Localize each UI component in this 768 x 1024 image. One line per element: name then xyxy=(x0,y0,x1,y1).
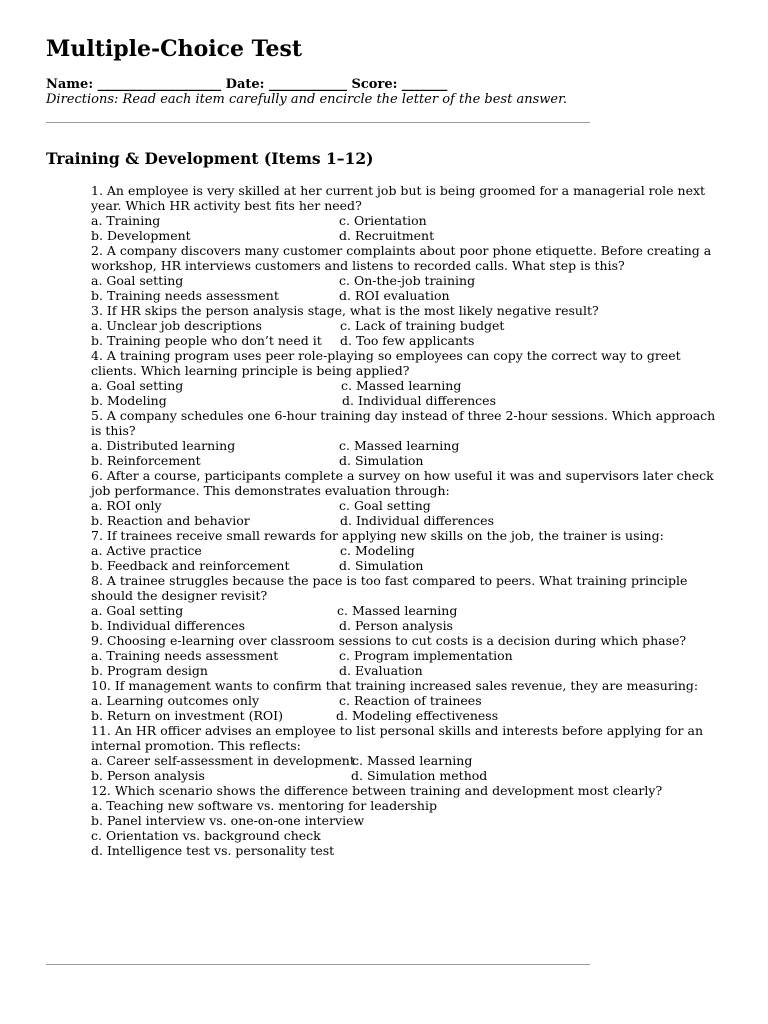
question-stem: 3. If HR skips the person analysis stage, what is the most likely negative result? xyxy=(91,303,599,318)
question-stem: 4. A training program uses peer role-playing so employees can copy the correct way to greet clients. Which learning principle is being applied? xyxy=(91,348,681,378)
option-c[interactable]: c. Goal setting xyxy=(339,498,431,513)
question-stem: 9. Choosing e-learning over classroom sessions to cut costs is a decision during which phase? xyxy=(91,633,687,648)
question-list xyxy=(91,183,723,858)
option-b[interactable]: b. Individual differences xyxy=(91,618,245,633)
question-stem: 10. If management wants to confirm that training increased sales revenue, they are measuring: xyxy=(91,678,699,693)
question-item xyxy=(91,468,723,528)
question-stem: 1. An employee is very skilled at her current job but is being groomed for a managerial role next year. Which HR activity best fits her need? xyxy=(91,183,706,213)
question-stem: 2. A company discovers many customer complaints about poor phone etiquette. Before creating a workshop, HR interviews customers and listens to recorded calls. What step is this? xyxy=(91,243,712,273)
option-row xyxy=(91,663,723,678)
option-row xyxy=(91,213,723,228)
option-b[interactable]: b. Modeling xyxy=(91,393,167,408)
option-a[interactable]: a. Teaching new software vs. mentoring for leadership xyxy=(91,798,437,813)
option-row xyxy=(91,333,723,348)
option-row xyxy=(91,543,723,558)
option-row xyxy=(91,228,723,243)
option-row xyxy=(91,648,723,663)
option-d[interactable]: d. Too few applicants xyxy=(340,333,475,348)
option-a[interactable]: a. Training xyxy=(91,213,161,228)
option-b[interactable]: b. Development xyxy=(91,228,191,243)
option-row xyxy=(91,768,723,783)
question-stem: 8. A trainee struggles because the pace is too fast compared to peers. What training principle should the designer revisit? xyxy=(91,573,688,603)
option-d[interactable]: d. ROI evaluation xyxy=(339,288,450,303)
question-item xyxy=(91,528,723,573)
option-row xyxy=(91,318,723,333)
question-item xyxy=(91,408,723,468)
option-row xyxy=(91,288,723,303)
question-item xyxy=(91,348,723,408)
option-b[interactable]: b. Training people who don’t need it xyxy=(91,333,322,348)
question-stem: 7. If trainees receive small rewards for applying new skills on the job, the trainer is using: xyxy=(91,528,664,543)
test-title: Multiple-Choice Test xyxy=(46,36,303,62)
question-item xyxy=(91,723,723,783)
option-c[interactable]: c. Orientation xyxy=(339,213,427,228)
option-a[interactable]: a. Unclear job descriptions xyxy=(91,318,262,333)
option-c[interactable]: c. Lack of training budget xyxy=(340,318,505,333)
question-item xyxy=(91,243,723,303)
question-item xyxy=(91,783,723,858)
option-row xyxy=(91,378,723,393)
question-item xyxy=(91,303,723,348)
option-b[interactable]: b. Training needs assessment xyxy=(91,288,279,303)
directions-text: Directions: Read each item carefully and encircle the letter of the best answer. xyxy=(46,92,567,107)
option-c[interactable]: c. On-the-job training xyxy=(339,273,476,288)
question-item xyxy=(91,678,723,723)
option-d[interactable]: d. Simulation xyxy=(339,453,424,468)
option-d[interactable]: d. Intelligence test vs. personality test xyxy=(91,843,335,858)
option-d[interactable]: d. Person analysis xyxy=(339,618,453,633)
option-a[interactable]: a. Active practice xyxy=(91,543,202,558)
option-d[interactable]: d. Modeling effectiveness xyxy=(336,708,499,723)
option-a[interactable]: a. ROI only xyxy=(91,498,162,513)
option-row xyxy=(91,513,723,528)
question-stem: 5. A company schedules one 6-hour training day instead of three 2-hour sessions. Which approach is this? xyxy=(91,408,716,438)
option-c[interactable]: c. Modeling xyxy=(340,543,415,558)
option-c[interactable]: c. Massed learning xyxy=(352,753,473,768)
option-d[interactable]: d. Individual differences xyxy=(340,513,494,528)
option-row xyxy=(91,708,723,723)
option-c[interactable]: c. Massed learning xyxy=(339,438,460,453)
option-row xyxy=(91,603,723,618)
option-d[interactable]: d. Recruitment xyxy=(339,228,435,243)
option-row xyxy=(91,453,723,468)
question-item xyxy=(91,183,723,243)
option-b[interactable]: b. Feedback and reinforcement xyxy=(91,558,290,573)
option-d[interactable]: d. Simulation method xyxy=(351,768,488,783)
question-item xyxy=(91,633,723,678)
option-b[interactable]: b. Panel interview vs. one-on-one interview xyxy=(91,813,365,828)
option-c[interactable]: c. Program implementation xyxy=(339,648,513,663)
option-b[interactable]: b. Program design xyxy=(91,663,208,678)
option-a[interactable]: a. Goal setting xyxy=(91,603,184,618)
bottom-divider xyxy=(46,964,590,965)
option-a[interactable]: a. Goal setting xyxy=(91,378,184,393)
option-d[interactable]: d. Individual differences xyxy=(342,393,496,408)
option-c[interactable]: c. Massed learning xyxy=(337,603,458,618)
option-d[interactable]: d. Simulation xyxy=(339,558,424,573)
option-b[interactable]: b. Reaction and behavior xyxy=(91,513,250,528)
option-row xyxy=(91,498,723,513)
option-a[interactable]: a. Goal setting xyxy=(91,273,184,288)
option-b[interactable]: b. Person analysis xyxy=(91,768,205,783)
top-divider xyxy=(46,122,590,123)
option-a[interactable]: a. Training needs assessment xyxy=(91,648,279,663)
option-row xyxy=(91,618,723,633)
question-stem: 11. An HR officer advises an employee to list personal skills and interests before applying for an internal promotion. This reflects: xyxy=(91,723,704,753)
section-heading: Training & Development (Items 1–12) xyxy=(46,149,374,168)
option-c[interactable]: c. Reaction of trainees xyxy=(339,693,482,708)
option-row xyxy=(91,393,723,408)
option-b[interactable]: b. Reinforcement xyxy=(91,453,201,468)
option-row xyxy=(91,273,723,288)
option-c[interactable]: c. Massed learning xyxy=(341,378,462,393)
option-row xyxy=(91,693,723,708)
option-c[interactable]: c. Orientation vs. background check xyxy=(91,828,321,843)
option-a[interactable]: a. Distributed learning xyxy=(91,438,236,453)
option-row xyxy=(91,438,723,453)
question-stem: 6. After a course, participants complete a survey on how useful it was and supervisors later check job performance. This demonstrates evaluation through: xyxy=(91,468,714,498)
option-b[interactable]: b. Return on investment (ROI) xyxy=(91,708,283,723)
name-date-score-line: Name: ___________________ Date: ____________ Score: _______ xyxy=(46,77,448,92)
option-row xyxy=(91,753,723,768)
option-a[interactable]: a. Career self-assessment in development xyxy=(91,753,355,768)
option-row xyxy=(91,558,723,573)
question-stem: 12. Which scenario shows the difference between training and development most clearly? xyxy=(91,783,663,798)
option-a[interactable]: a. Learning outcomes only xyxy=(91,693,259,708)
option-d[interactable]: d. Evaluation xyxy=(339,663,423,678)
question-item xyxy=(91,573,723,633)
